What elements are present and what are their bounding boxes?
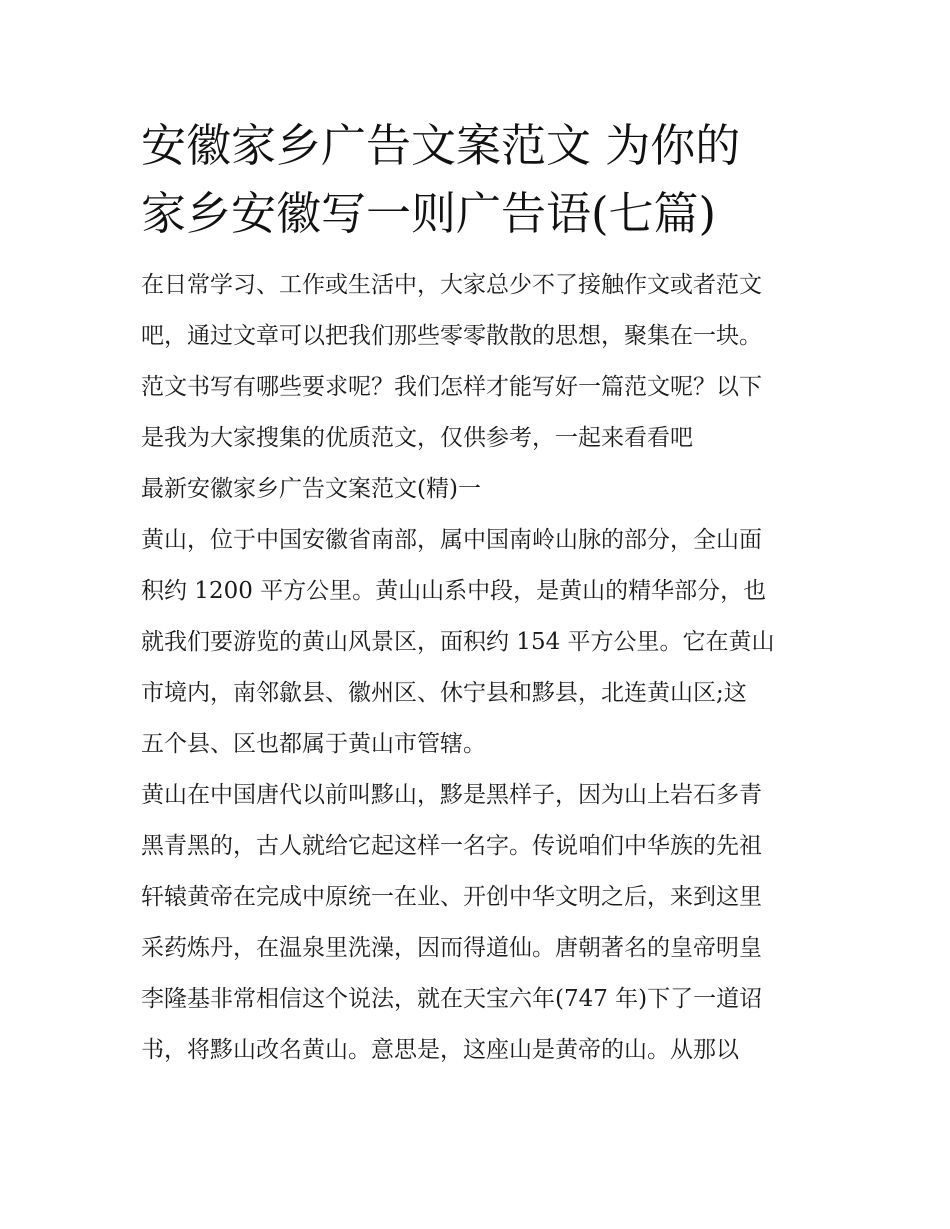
intro-paragraph	[141, 260, 816, 464]
text-line: 就我们要游览的黄山风景区，面积约 154 平方公里。它在黄山	[141, 629, 775, 655]
text-line: 是我为大家搜集的优质范文，仅供参考，一起来看看吧	[141, 425, 693, 451]
body-paragraph-2	[141, 770, 816, 1076]
title-line: 家乡安徽写一则广告语(七篇)	[141, 187, 717, 240]
text-line: 吧，通过文章可以把我们那些零零散散的思想，聚集在一块。	[141, 323, 762, 349]
text-line: 在日常学习、工作或生活中，大家总少不了接触作文或者范文	[141, 272, 762, 298]
text-line: 黑青黑的，古人就给它起这样一名字。传说咱们中华族的先祖	[141, 833, 762, 859]
body-paragraph-1	[141, 515, 816, 770]
text-line: 最新安徽家乡广告文案范文(精)一	[141, 476, 481, 502]
document-page	[141, 112, 816, 1076]
text-line: 轩辕黄帝在完成中原统一在业、开创中华文明之后，来到这里	[141, 884, 762, 910]
document-title	[141, 112, 816, 248]
text-line: 李隆基非常相信这个说法，就在天宝六年(747 年)下了一道诏	[141, 986, 763, 1012]
text-line: 黄山在中国唐代以前叫黟山，黟是黑样子，因为山上岩石多青	[141, 782, 762, 808]
text-line: 黄山，位于中国安徽省南部，属中国南岭山脉的部分，全山面	[141, 527, 762, 553]
text-line: 五个县、区也都属于黄山市管辖。	[141, 731, 486, 757]
text-line: 市境内，南邻歙县、徽州区、休宁县和黟县，北连黄山区;这	[141, 680, 747, 706]
text-line: 范文书写有哪些要求呢？我们怎样才能写好一篇范文呢？以下	[141, 374, 762, 400]
text-line: 采药炼丹，在温泉里洗澡，因而得道仙。唐朝著名的皇帝明皇	[141, 935, 762, 961]
section-heading	[141, 464, 816, 515]
title-line: 安徽家乡广告文案范文 为你的	[141, 119, 741, 172]
text-line: 书，将黟山改名黄山。意思是，这座山是黄帝的山。从那以	[141, 1037, 739, 1063]
text-line: 积约 1200 平方公里。黄山山系中段，是黄山的精华部分，也	[141, 578, 767, 604]
